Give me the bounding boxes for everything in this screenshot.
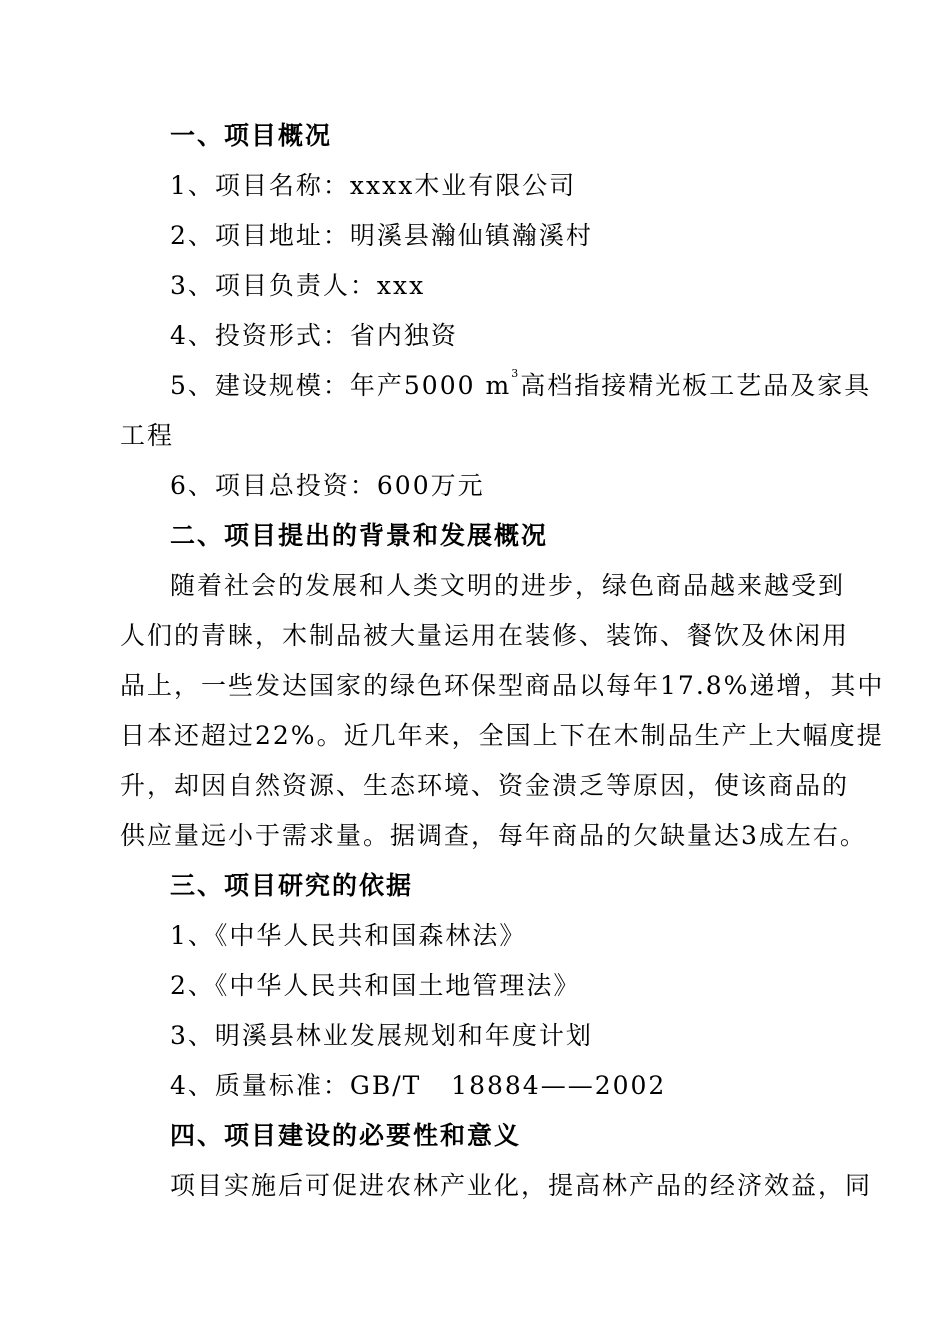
background-paragraph-line: 日本还超过22%。近几年来，全国上下在木制品生产上大幅度提: [120, 721, 884, 750]
basis-item-quality-standard: 4、质量标准：GB/T 18884——2002: [170, 1071, 667, 1100]
project-address-line: 2、项目地址：明溪县瀚仙镇瀚溪村: [170, 221, 593, 250]
basis-item-land-law: 2、《中华人民共和国土地管理法》: [170, 971, 581, 1000]
section2-heading: 二、项目提出的背景和发展概况: [170, 521, 549, 550]
basis-item-county-plan: 3、明溪县林业发展规划和年度计划: [170, 1021, 593, 1050]
section1-heading: 一、项目概况: [170, 121, 333, 150]
investment-form-line: 4、投资形式：省内独资: [170, 321, 458, 350]
basis-item-forest-law: 1、《中华人民共和国森林法》: [170, 921, 527, 950]
background-paragraph-line: 供应量远小于需求量。据调查，每年商品的欠缺量达3成左右。: [120, 821, 867, 850]
necessity-paragraph-line: 项目实施后可促进农林产业化，提高林产品的经济效益，同: [170, 1171, 873, 1200]
section3-heading: 三、项目研究的依据: [170, 871, 414, 900]
project-name-line: 1、项目名称：xxxx木业有限公司: [170, 171, 577, 200]
cubic-superscript: 3: [511, 367, 521, 380]
background-paragraph-line: 升，却因自然资源、生态环境、资金溃乏等原因，使该商品的: [120, 771, 850, 800]
background-paragraph-line: 人们的青睐，木制品被大量运用在装修、装饰、餐饮及休闲用: [120, 621, 850, 650]
construction-scale-text-b: 高档指接精光板工艺品及家具: [520, 371, 872, 400]
background-paragraph-line: 随着社会的发展和人类文明的进步，绿色商品越来越受到: [170, 571, 846, 600]
construction-scale-line: [170, 367, 872, 404]
total-investment-line: 6、项目总投资：600万元: [170, 471, 485, 500]
section4-heading: 四、项目建设的必要性和意义: [170, 1121, 522, 1150]
construction-scale-continuation: 工程: [120, 421, 175, 450]
project-manager-line: 3、项目负责人：xxx: [170, 271, 426, 300]
construction-scale-text-a: 5、建设规模：年产5000 m: [170, 371, 512, 400]
background-paragraph-line: 品上，一些发达国家的绿色环保型商品以每年17.8%递增，其中: [120, 671, 885, 700]
